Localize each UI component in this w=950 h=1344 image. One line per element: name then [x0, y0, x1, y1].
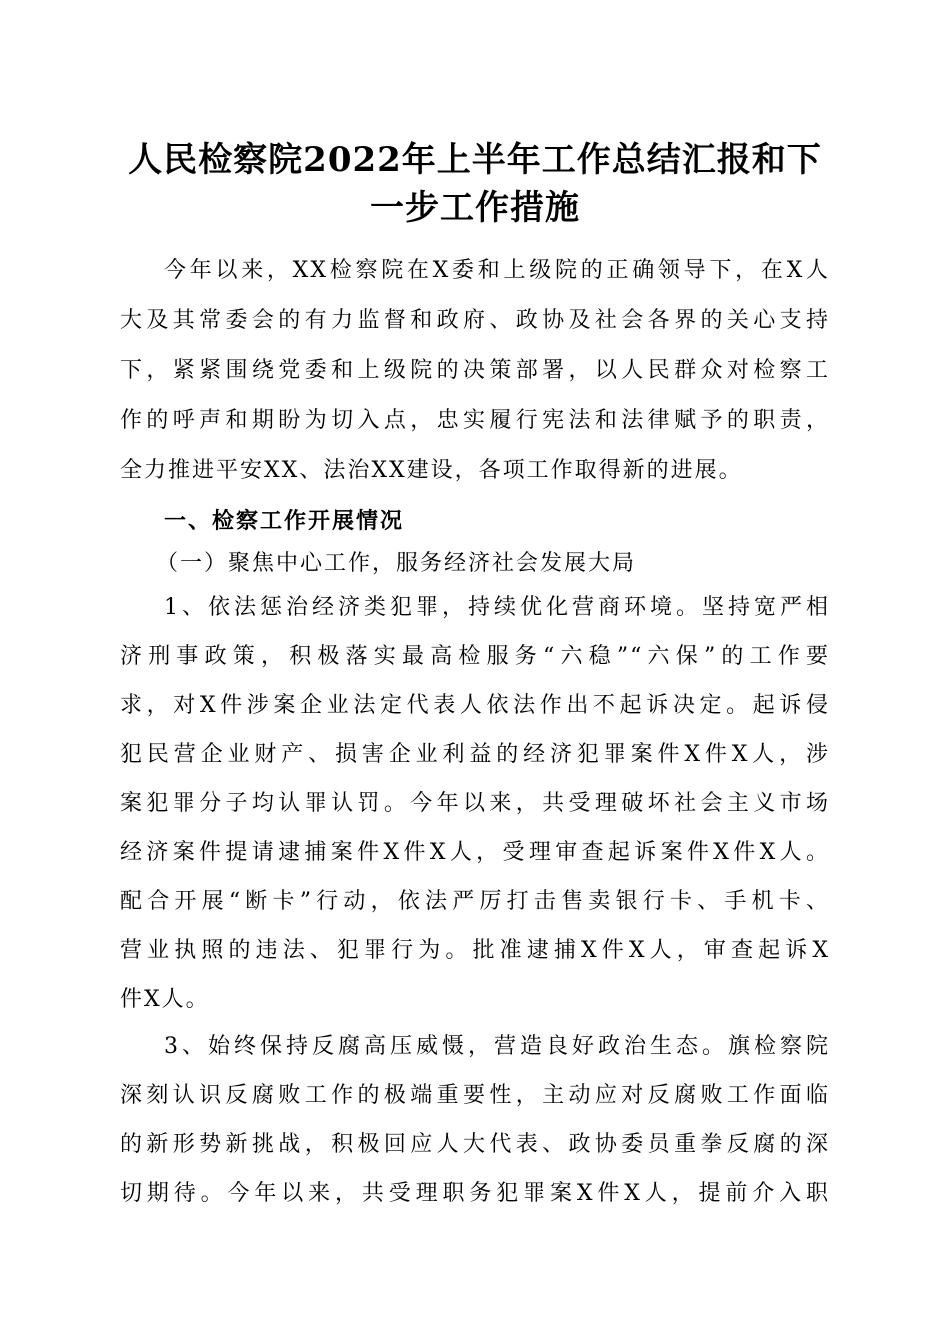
intro-line-2: 大及其常委会的有力监督和政府、政协及社会各界的关心支持 [120, 308, 830, 333]
subsection-heading-1: （一）聚焦中心工作，服务经济社会发展大局 [156, 551, 637, 576]
intro-line-1: 今年以来，XX检察院在X委和上级院的正确领导下，在X人 [164, 258, 830, 283]
document-title-line-2: 一步工作措施 [370, 188, 580, 228]
intro-line-3: 下，紧紧围绕党委和上级院的决策部署，以人民群众对检察工 [120, 358, 830, 383]
intro-line-4: 作的呼声和期盼为切入点，忠实履行宪法和法律赋予的职责， [120, 408, 830, 433]
para1-line-6: 经济案件提请逮捕案件X件X人，受理审查起诉案件X件X人。 [120, 840, 830, 865]
intro-line-5: 全力推进平安XX、法治XX建设，各项工作取得新的进展。 [120, 458, 743, 483]
para3-line-3: 的新形势新挑战，积极回应人大代表、政协委员重拳反腐的深 [120, 1132, 830, 1157]
para1-line-2: 济刑事政策，积极落实最高检服务“六稳”“六保”的工作要 [120, 644, 830, 669]
para1-line-8: 营业执照的违法、犯罪行为。批准逮捕X件X人，审查起诉X [120, 938, 830, 963]
para3-line-1: 3、始终保持反腐高压威慑，营造良好政治生态。旗检察院 [164, 1034, 830, 1059]
para3-line-2: 深刻认识反腐败工作的极端重要性，主动应对反腐败工作面临 [120, 1083, 830, 1108]
para3-line-4: 切期待。今年以来，共受理职务犯罪案X件X人，提前介入职 [120, 1181, 830, 1206]
section-heading-1: 一、检察工作开展情况 [164, 508, 405, 534]
document-title-line-1: 人民检察院2022年上半年工作总结汇报和下 [128, 140, 822, 180]
para1-line-3: 求，对X件涉案企业法定代表人依法作出不起诉决定。起诉侵 [120, 693, 830, 718]
para1-line-5: 案犯罪分子均认罪认罚。今年以来，共受理破坏社会主义市场 [120, 791, 830, 816]
para1-line-4: 犯民营企业财产、损害企业利益的经济犯罪案件X件X人，涉 [120, 742, 830, 767]
para1-line-7: 配合开展“断卡”行动，依法严厉打击售卖银行卡、手机卡、 [120, 889, 830, 914]
para1-line-1: 1、依法惩治经济类犯罪，持续优化营商环境。坚持宽严相 [164, 595, 830, 620]
para1-line-9: 件X人。 [120, 987, 210, 1012]
